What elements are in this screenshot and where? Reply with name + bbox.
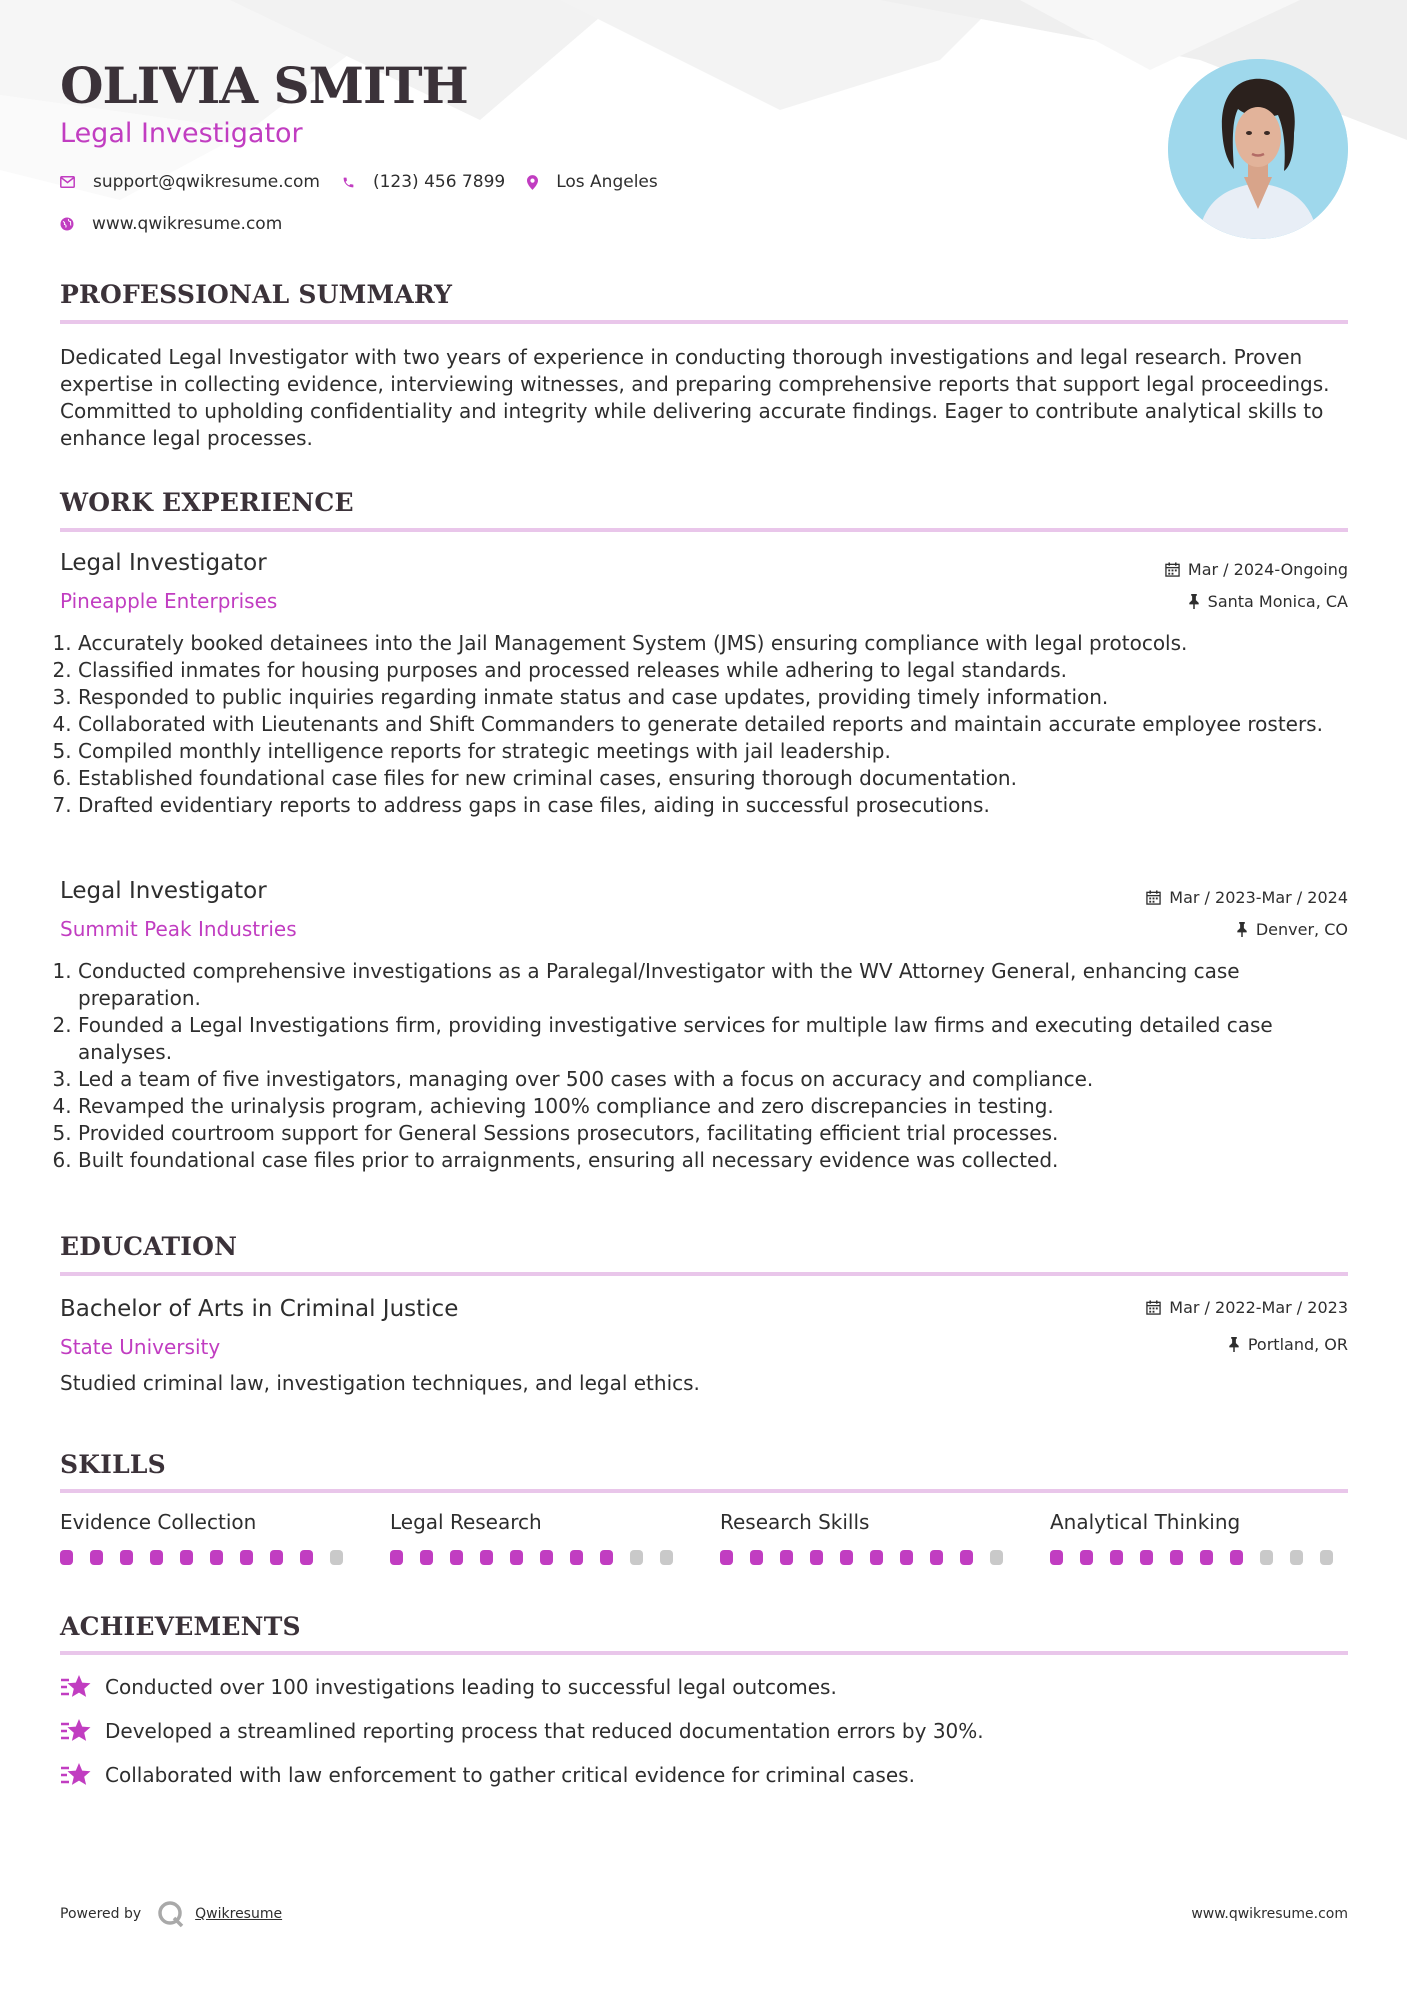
skill-dot-filled [420,1550,433,1565]
skill-dot-filled [810,1550,823,1565]
skill-dot-empty [1290,1550,1303,1565]
skill-dot-filled [840,1550,853,1565]
education-description: Studied criminal law, investigation techniques, and legal ethics. [60,1371,700,1395]
job-bullet: 4. Collaborated with Lieutenants and Shift Commanders to generate detailed reports and maintain accurate employee rosters. [78,711,1348,738]
job-bullet: 3. Led a team of five investigators, managing over 500 cases with a focus on accuracy and compliance. [78,1066,1348,1093]
skill-dot-filled [540,1550,553,1565]
job-bullets [60,630,1348,819]
skill-dot-filled [750,1550,763,1565]
candidate-name: OLIVIA SMITH [60,56,468,115]
section-divider [60,528,1348,532]
phone-text: (123) 456 7899 [372,172,506,192]
achievement-text: Collaborated with law enforcement to gather critical evidence for criminal cases. [105,1763,915,1787]
job-title: Legal Investigator [60,550,267,576]
education-date [1146,1298,1348,1317]
skill-dot-filled [600,1550,613,1565]
skill-dot-filled [1080,1550,1093,1565]
skill-dot-empty [630,1550,643,1565]
skill-dot-filled [930,1550,943,1565]
calendar-icon [1165,562,1180,577]
phone-icon [342,176,355,189]
contact-website[interactable] [60,214,282,234]
education-location-text: Portland, OR [1247,1335,1348,1354]
globe-icon [60,217,74,231]
skill-name: Research Skills [720,1510,870,1534]
skill-dot-filled [150,1550,163,1565]
job-location [1188,592,1348,611]
footer-website[interactable]: www.qwikresume.com [1191,1906,1348,1922]
skill-rating [1050,1550,1350,1565]
contact-phone[interactable] [342,172,505,192]
job-bullet: 3. Responded to public inquiries regarding inmate status and case updates, providing timely information. [78,684,1348,711]
section-title-achievements: ACHIEVEMENTS [60,1612,301,1641]
skill-dot-filled [300,1550,313,1565]
skill-item [390,1510,690,1565]
pushpin-icon [1188,594,1200,609]
star-badge-icon [60,1674,92,1700]
skill-item [1050,1510,1350,1565]
skill-dot-filled [180,1550,193,1565]
star-badge-icon [60,1718,92,1744]
company-name: Pineapple Enterprises [60,589,278,613]
skill-dot-filled [510,1550,523,1565]
skill-dot-filled [960,1550,973,1565]
skill-rating [720,1550,1020,1565]
skill-name: Evidence Collection [60,1510,257,1534]
skill-dot-filled [1200,1550,1213,1565]
skill-dot-filled [210,1550,223,1565]
section-divider [60,1489,1348,1493]
job-bullet: 7. Drafted evidentiary reports to address gaps in case files, aiding in successful prosecutions. [78,792,1348,819]
contact-row [60,172,680,192]
section-divider [60,1272,1348,1276]
job-bullet: 1. Conducted comprehensive investigations as a Paralegal/Investigator with the WV Attorney General, enhancing case preparation. [78,958,1348,1012]
section-title-skills: SKILLS [60,1450,166,1479]
contact-email[interactable] [60,172,320,192]
job-location-text: Denver, CO [1255,920,1348,939]
skill-rating [60,1550,360,1565]
website-text: www.qwikresume.com [92,214,283,234]
job-bullet: 5. Provided courtroom support for General Sessions prosecutors, facilitating efficient trial processes. [78,1120,1348,1147]
section-divider [60,1651,1348,1655]
skill-dot-filled [270,1550,283,1565]
job-date [1165,560,1348,579]
skill-dot-empty [660,1550,673,1565]
job-location [1236,920,1348,939]
contact-location [527,172,658,192]
job-bullet: 6. Built foundational case files prior to arraignments, ensuring all necessary evidence was collected. [78,1147,1348,1174]
summary-text: Dedicated Legal Investigator with two years of experience in conducting thorough investigations and legal research. Proven expertise in collecting evidence, interviewing witnesses, and preparing comprehensive reports that support legal proceedings. Committed to upholding confidentiality and integrity while delivering accurate findings. Eager to contribute analytical skills to enhance legal processes. [60,345,1330,450]
skill-dot-empty [330,1550,343,1565]
job-location-text: Santa Monica, CA [1207,592,1348,611]
job-date-text: Mar / 2023-Mar / 2024 [1169,888,1348,907]
education-date-text: Mar / 2022-Mar / 2023 [1169,1298,1348,1317]
calendar-icon [1146,890,1161,905]
envelope-icon [60,176,75,188]
contact-row-website [60,214,304,234]
skill-dot-filled [870,1550,883,1565]
skill-dot-empty [990,1550,1003,1565]
pushpin-icon [1228,1337,1240,1352]
skill-dot-filled [720,1550,733,1565]
job-date-text: Mar / 2024-Ongoing [1187,560,1348,579]
pushpin-icon [1236,922,1248,937]
section-title-summary: PROFESSIONAL SUMMARY [60,280,453,309]
skill-dot-filled [1170,1550,1183,1565]
skill-dot-filled [390,1550,403,1565]
skill-dot-filled [1140,1550,1153,1565]
skill-dot-empty [1320,1550,1333,1565]
company-name: Summit Peak Industries [60,917,297,941]
achievement-text: Developed a streamlined reporting process that reduced documentation errors by 30%. [105,1719,984,1743]
skill-dot-filled [60,1550,73,1565]
achievement-item [60,1674,837,1700]
profile-photo [1168,59,1348,239]
skill-item [720,1510,1020,1565]
footer-powered-by [60,1900,282,1928]
job-bullet: 5. Compiled monthly intelligence reports for strategic meetings with jail leadership. [78,738,1348,765]
skill-name: Analytical Thinking [1050,1510,1241,1534]
email-text: support@qwikresume.com [93,172,320,192]
calendar-icon [1146,1300,1161,1315]
powered-by-label: Powered by [60,1906,142,1922]
section-divider [60,320,1348,324]
skill-dot-filled [120,1550,133,1565]
skill-name: Legal Research [390,1510,542,1534]
skill-dot-filled [1050,1550,1063,1565]
job-bullet: 1. Accurately booked detainees into the Jail Management System (JMS) ensuring compliance with legal protocols. [78,630,1348,657]
degree-title: Bachelor of Arts in Criminal Justice [60,1296,459,1322]
job-bullet: 2. Founded a Legal Investigations firm, providing investigative services for multiple law firms and executing detailed case analyses. [78,1012,1348,1066]
skill-item [60,1510,360,1565]
school-name: State University [60,1335,221,1359]
skill-dot-filled [780,1550,793,1565]
achievement-item [60,1762,915,1788]
star-badge-icon [60,1762,92,1788]
skill-dot-filled [1230,1550,1243,1565]
skill-dot-filled [480,1550,493,1565]
map-pin-icon [527,175,538,190]
job-bullet: 4. Revamped the urinalysis program, achieving 100% compliance and zero discrepancies in testing. [78,1093,1348,1120]
job-bullet: 6. Established foundational case files for new criminal cases, ensuring thorough documentation. [78,765,1348,792]
job-date [1146,888,1348,907]
skill-dot-filled [240,1550,253,1565]
job-bullets [60,958,1348,1174]
education-location [1228,1335,1348,1354]
achievement-item [60,1718,984,1744]
skill-dot-filled [90,1550,103,1565]
skill-dot-empty [1260,1550,1273,1565]
skill-dot-filled [1110,1550,1123,1565]
qwikresume-logo-icon [157,1900,185,1928]
skill-dot-filled [900,1550,913,1565]
job-title: Legal Investigator [60,878,267,904]
section-title-experience: WORK EXPERIENCE [60,488,354,517]
skill-dot-filled [570,1550,583,1565]
skill-dot-filled [450,1550,463,1565]
candidate-title: Legal Investigator [60,118,303,149]
qwikresume-link[interactable]: Qwikresume [195,1906,283,1922]
achievement-text: Conducted over 100 investigations leading to successful legal outcomes. [105,1675,837,1699]
skill-rating [390,1550,690,1565]
section-title-education: EDUCATION [60,1232,238,1261]
job-bullet: 2. Classified inmates for housing purposes and processed releases while adhering to legal standards. [78,657,1348,684]
location-text: Los Angeles [556,172,658,192]
